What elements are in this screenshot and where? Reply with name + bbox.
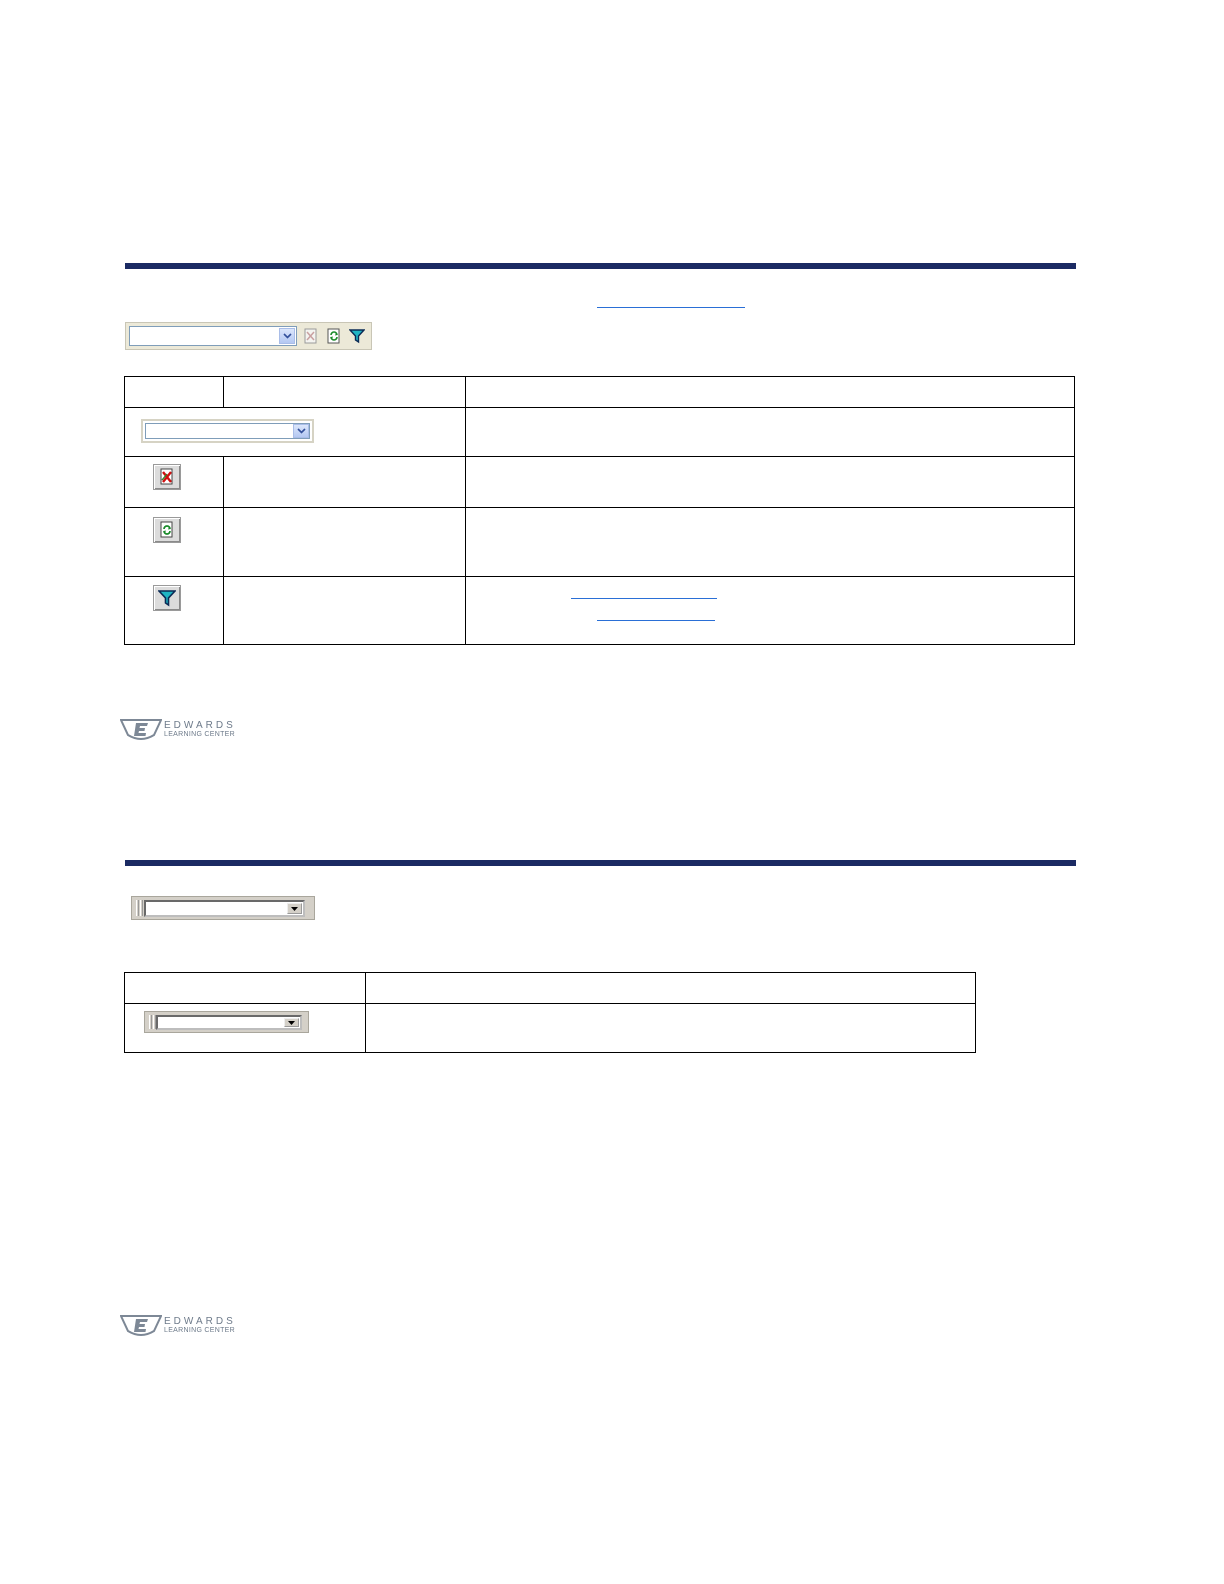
header-rule <box>125 860 1076 866</box>
table-row <box>125 577 1075 645</box>
document-toolbar <box>125 322 372 350</box>
table-row <box>125 1004 976 1053</box>
filter-funnel-icon <box>153 585 181 611</box>
document-red-x-icon <box>153 464 181 490</box>
table-row <box>125 508 1075 577</box>
edwards-shield-icon <box>120 718 162 742</box>
row-name <box>224 508 466 577</box>
row-description <box>466 508 1075 577</box>
selector-table <box>124 972 976 1053</box>
page-2 <box>0 792 1224 1584</box>
hyperlink-underline[interactable] <box>571 598 717 599</box>
hyperlink-underline[interactable] <box>597 620 715 621</box>
table-row <box>125 408 1075 457</box>
toolbar-grip <box>149 1015 152 1029</box>
row-description <box>466 408 1075 457</box>
table-header-row <box>125 377 1075 408</box>
classic-toolbar <box>131 896 315 920</box>
header-cell-name <box>224 377 466 408</box>
filter-funnel-icon[interactable] <box>348 327 366 345</box>
row-icon-cell <box>125 508 224 577</box>
classic-dropdown-icon <box>144 1011 309 1033</box>
toolbar-grip[interactable] <box>140 900 143 916</box>
chevron-down-icon[interactable] <box>279 328 295 344</box>
document-selector-combo[interactable] <box>129 326 297 346</box>
refresh-document-icon <box>153 517 181 543</box>
header-cell-description <box>466 377 1075 408</box>
edwards-logo <box>120 718 240 746</box>
classic-selector-combo[interactable] <box>144 900 305 917</box>
toolbar-grip[interactable] <box>136 900 139 916</box>
chevron-down-icon <box>293 424 309 438</box>
hyperlink-underline[interactable] <box>597 307 745 308</box>
edwards-logo <box>120 1314 240 1342</box>
header-cell-icon <box>125 377 224 408</box>
table-header-row <box>125 973 976 1004</box>
row-icon-cell <box>125 577 224 645</box>
row-icon-cell <box>125 457 224 508</box>
dropdown-selector-icon <box>141 419 314 443</box>
row-description <box>466 577 1075 645</box>
classic-combo-field <box>156 1015 302 1030</box>
document-red-x-icon[interactable] <box>302 327 320 345</box>
logo-name: EDWARDS <box>164 1316 236 1327</box>
chevron-down-icon[interactable] <box>287 903 302 914</box>
row-icon-cell <box>125 1004 366 1053</box>
logo-subtitle: LEARNING CENTER <box>164 1327 236 1334</box>
row-description <box>466 457 1075 508</box>
header-rule <box>125 263 1076 269</box>
chevron-down-icon <box>284 1018 299 1027</box>
row-name <box>224 457 466 508</box>
edwards-shield-icon <box>120 1314 162 1338</box>
toolbar-button-table <box>124 376 1075 645</box>
header-cell-description <box>366 973 976 1004</box>
row-name <box>224 577 466 645</box>
row-icon-cell <box>125 408 466 457</box>
logo-name: EDWARDS <box>164 720 236 731</box>
logo-subtitle: LEARNING CENTER <box>164 731 236 738</box>
refresh-document-icon[interactable] <box>325 327 343 345</box>
header-cell-item <box>125 973 366 1004</box>
row-description <box>366 1004 976 1053</box>
table-row <box>125 457 1075 508</box>
